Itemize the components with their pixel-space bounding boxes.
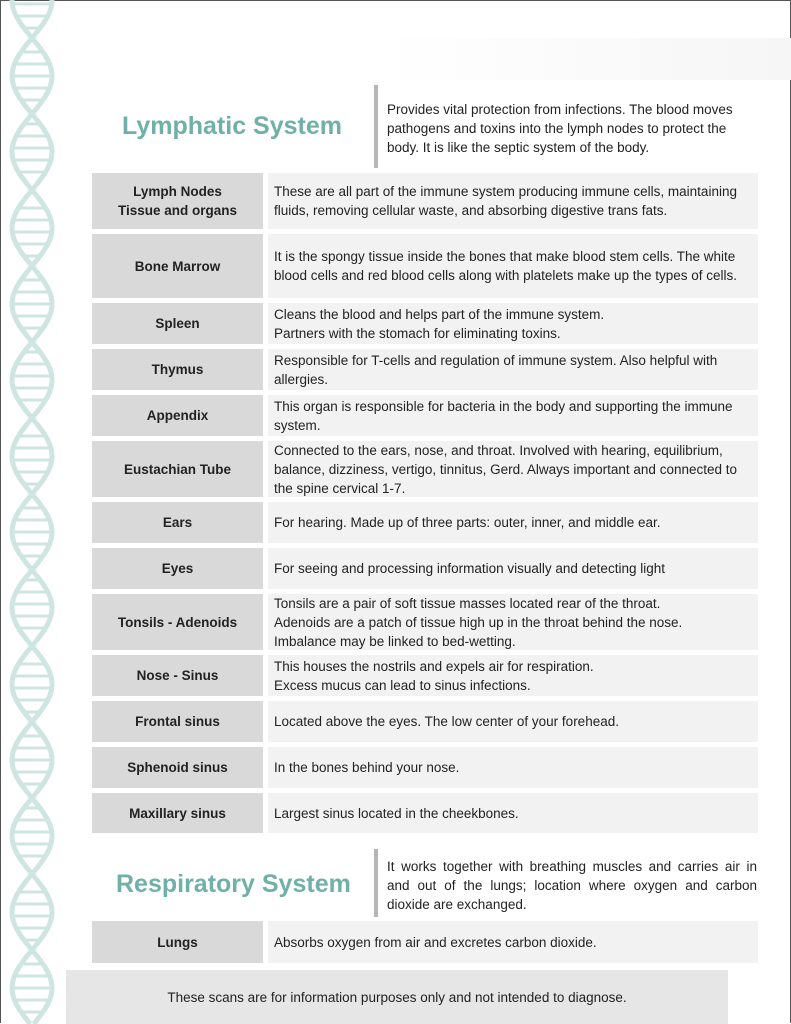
organ-label: Spleen (92, 303, 263, 344)
organ-description: Tonsils are a pair of soft tissue masses located rear of the throat. Adenoids are a patch of tissue high up in the throat behind the nose. Imbalance may be linked to bed-wetting. (268, 594, 758, 650)
organ-description: Cleans the blood and helps part of the immune system. Partners with the stomach for eliminating toxins. (268, 303, 758, 344)
disclaimer-footer: These scans are for information purposes only and not intended to diagnose. (66, 970, 728, 1024)
section-divider (374, 85, 378, 168)
organ-label: Ears (92, 502, 263, 543)
table-row (92, 395, 758, 436)
header-band (380, 38, 791, 80)
table-row (92, 303, 758, 344)
table-row (92, 747, 758, 788)
organ-label: Frontal sinus (92, 701, 263, 742)
table-row (92, 173, 758, 229)
table-row (92, 349, 758, 390)
lymphatic-table (92, 173, 758, 833)
organ-label: Nose - Sinus (92, 655, 263, 696)
table-row (92, 655, 758, 696)
dna-helix-decoration (6, 0, 58, 1024)
table-row (92, 548, 758, 589)
lymphatic-intro: Provides vital protection from infections. The blood moves pathogens and toxins into the lymph nodes to protect the body. It is like the septic system of the body. (387, 102, 733, 155)
respiratory-title: Respiratory System (116, 870, 351, 898)
organ-label: Maxillary sinus (92, 793, 263, 833)
organ-label: Tonsils - Adenoids (92, 594, 263, 650)
respiratory-table (92, 921, 758, 963)
table-row (92, 594, 758, 650)
table-row (92, 234, 758, 298)
organ-description: Responsible for T-cells and regulation of immune system. Also helpful with allergies. (268, 349, 758, 390)
lymphatic-title: Lymphatic System (122, 112, 342, 140)
table-row (92, 502, 758, 543)
organ-description: These are all part of the immune system producing immune cells, maintaining fluids, removing cellular waste, and absorbing digestive trans fats. (268, 173, 758, 229)
section-divider (374, 849, 378, 917)
table-row (92, 441, 758, 497)
table-row (92, 793, 758, 833)
organ-description: This organ is responsible for bacteria in the body and supporting the immune system. (268, 395, 758, 436)
organ-label: Lungs (92, 921, 263, 963)
organ-label: Bone Marrow (92, 234, 263, 298)
organ-description: In the bones behind your nose. (268, 747, 758, 788)
organ-description: Largest sinus located in the cheekbones. (268, 793, 758, 833)
organ-label: Lymph Nodes Tissue and organs (92, 173, 263, 229)
organ-description: Located above the eyes. The low center of your forehead. (268, 701, 758, 742)
organ-description: This houses the nostrils and expels air for respiration. Excess mucus can lead to sinus infections. (268, 655, 758, 696)
organ-label: Eyes (92, 548, 263, 589)
organ-label: Appendix (92, 395, 263, 436)
organ-description: It is the spongy tissue inside the bones that make blood stem cells. The white blood cells and red blood cells along with platelets make up the types of cells. (268, 234, 758, 298)
organ-description: For hearing. Made up of three parts: outer, inner, and middle ear. (268, 502, 758, 543)
respiratory-intro: It works together with breathing muscles and carries air in and out of the lungs; location where oxygen and carbon dioxide are exchanged. (387, 859, 757, 912)
organ-description: Connected to the ears, nose, and throat. Involved with hearing, equilibrium, balance, dizziness, vertigo, tinnitus, Gerd. Always important and connected to the spine cervical 1-7. (268, 441, 758, 497)
organ-description: Absorbs oxygen from air and excretes carbon dioxide. (268, 921, 758, 963)
organ-label: Eustachian Tube (92, 441, 263, 497)
table-row (92, 921, 758, 963)
organ-label: Thymus (92, 349, 263, 390)
organ-label: Sphenoid sinus (92, 747, 263, 788)
table-row (92, 701, 758, 742)
organ-description: For seeing and processing information visually and detecting light (268, 548, 758, 589)
